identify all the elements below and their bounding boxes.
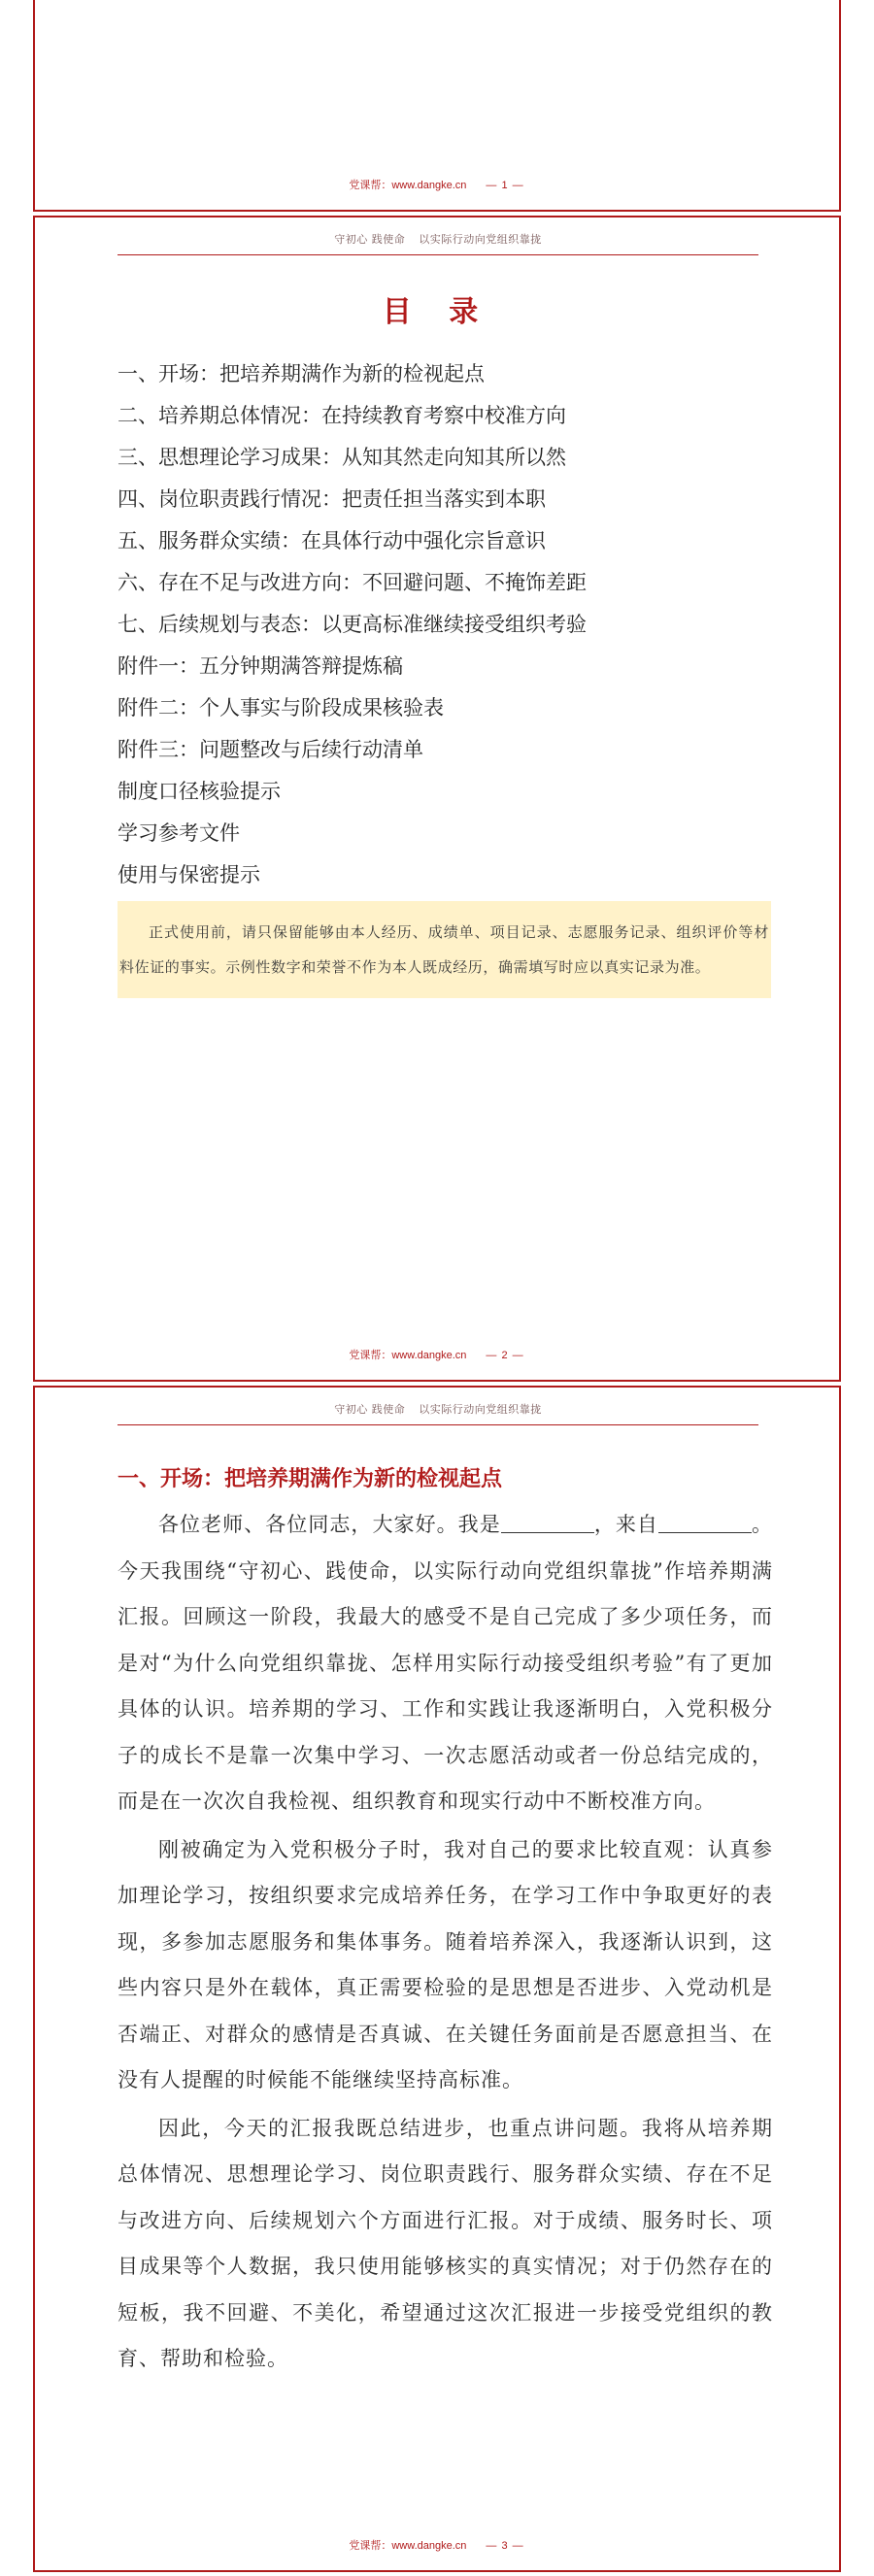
footer-site: 党课帮：www.dangke.cn (349, 2540, 467, 2552)
name-blank (501, 1513, 594, 1533)
header-motto: 守初心 践使命 (334, 233, 406, 246)
toc-title: 目 录 (382, 295, 492, 329)
section-body (118, 1502, 773, 2385)
toc-item[interactable]: 一、开场：把培养期满作为新的检视起点 (118, 362, 485, 385)
toc-item[interactable]: 学习参考文件 (118, 821, 240, 845)
page-footer (35, 2537, 839, 2553)
paragraph (118, 1502, 773, 1825)
page-footer (35, 1347, 839, 1362)
paragraph-text: 。今天我围绕“守初心、践使命，以实际行动向党组织靠拢”作培养期满汇报。回顾这一阶段，我最大的感受不是自己完成了多少项任务，而是对“为什么向党组织靠拢、怎样用实际行动接受组织考验”有了更加具体的认识。培养期的学习、工作和实践让我逐渐明白，入党积极分子的成长不是靠一次集中学习、一次志愿活动或者一份总结完成的，而是在一次次自我检视、组织教育和现实行动中不断校准方向。 (118, 1513, 774, 1813)
footer-dash: — (486, 180, 497, 191)
page-1 (33, 0, 841, 212)
running-header (118, 231, 758, 255)
paragraph-text: ，来自 (593, 1513, 658, 1536)
footer-dash: — (512, 2540, 523, 2552)
paragraph: 因此，今天的汇报我既总结进步，也重点讲问题。我将从培养期总体情况、思想理论学习、岗位职责践行、服务群众实绩、存在不足与改进方向、后续规划六个方面进行汇报。对于成绩、服务时长、项目成果等个人数据，我只使用能够核实的真实情况；对于仍然存在的短板，我不回避、不美化，希望通过这次汇报进一步接受党组织的教育、帮助和检验。 (118, 2116, 773, 2370)
toc-item[interactable]: 使用与保密提示 (118, 863, 260, 887)
page-number: 1 (501, 180, 508, 191)
footer-site: 党课帮：www.dangke.cn (349, 1350, 467, 1361)
header-subtitle: 以实际行动向党组织靠拢 (419, 1403, 542, 1416)
page-number: 3 (501, 2540, 508, 2552)
toc-item[interactable]: 附件一：五分钟期满答辩提炼稿 (118, 654, 403, 678)
toc-item[interactable]: 制度口径核验提示 (118, 780, 281, 803)
footer-site: 党课帮：www.dangke.cn (349, 180, 467, 191)
paragraph: 刚被确定为入党积极分子时，我对自己的要求比较直观：认真参加理论学习，按组织要求完成培养任务，在学习工作中争取更好的表现，多参加志愿服务和集体事务。随着培养深入，我逐渐认识到，这些内容只是外在载体，真正需要检验的是思想是否进步、入党动机是否端正、对群众的感情是否真诚、在关键任务面前是否愿意担当、在没有人提醒的时候能不能继续坚持高标准。 (118, 1837, 773, 2091)
paragraph-text: 各位老师、各位同志，大家好。我是 (158, 1513, 501, 1536)
toc-item[interactable]: 三、思想理论学习成果：从知其然走向知其所以然 (118, 446, 566, 469)
footer-dash: — (486, 2540, 497, 2552)
toc-item[interactable]: 五、服务群众实绩：在具体行动中强化宗旨意识 (118, 529, 546, 552)
footer-dash: — (512, 1350, 523, 1361)
page-3 (33, 1386, 841, 2572)
page-footer (35, 177, 839, 192)
page-number: 2 (501, 1350, 508, 1361)
footer-dash: — (512, 180, 523, 191)
footer-dash: — (486, 1350, 497, 1361)
header-subtitle: 以实际行动向党组织靠拢 (419, 233, 542, 246)
header-motto: 守初心 践使命 (334, 1403, 406, 1416)
toc-item[interactable]: 附件二：个人事实与阶段成果核验表 (118, 696, 444, 719)
running-header (118, 1401, 758, 1425)
toc-item[interactable]: 二、培养期总体情况：在持续教育考察中校准方向 (118, 404, 566, 427)
unit-blank (658, 1513, 752, 1533)
toc-item[interactable]: 四、岗位职责践行情况：把责任担当落实到本职 (118, 487, 546, 511)
page-2 (33, 216, 841, 1382)
toc-item[interactable]: 附件三：问题整改与后续行动清单 (118, 738, 423, 761)
section-heading: 一、开场：把培养期满作为新的检视起点 (118, 1466, 503, 1491)
toc-list (118, 353, 778, 896)
toc-item[interactable]: 六、存在不足与改进方向：不回避问题、不掩饰差距 (118, 571, 587, 594)
usage-notice: 正式使用前，请只保留能够由本人经历、成绩单、项目记录、志愿服务记录、组织评价等材料佐证的事实。示例性数字和荣誉不作为本人既成经历，确需填写时应以真实记录为准。 (118, 901, 771, 998)
toc-item[interactable]: 七、后续规划与表态：以更高标准继续接受组织考验 (118, 613, 587, 636)
